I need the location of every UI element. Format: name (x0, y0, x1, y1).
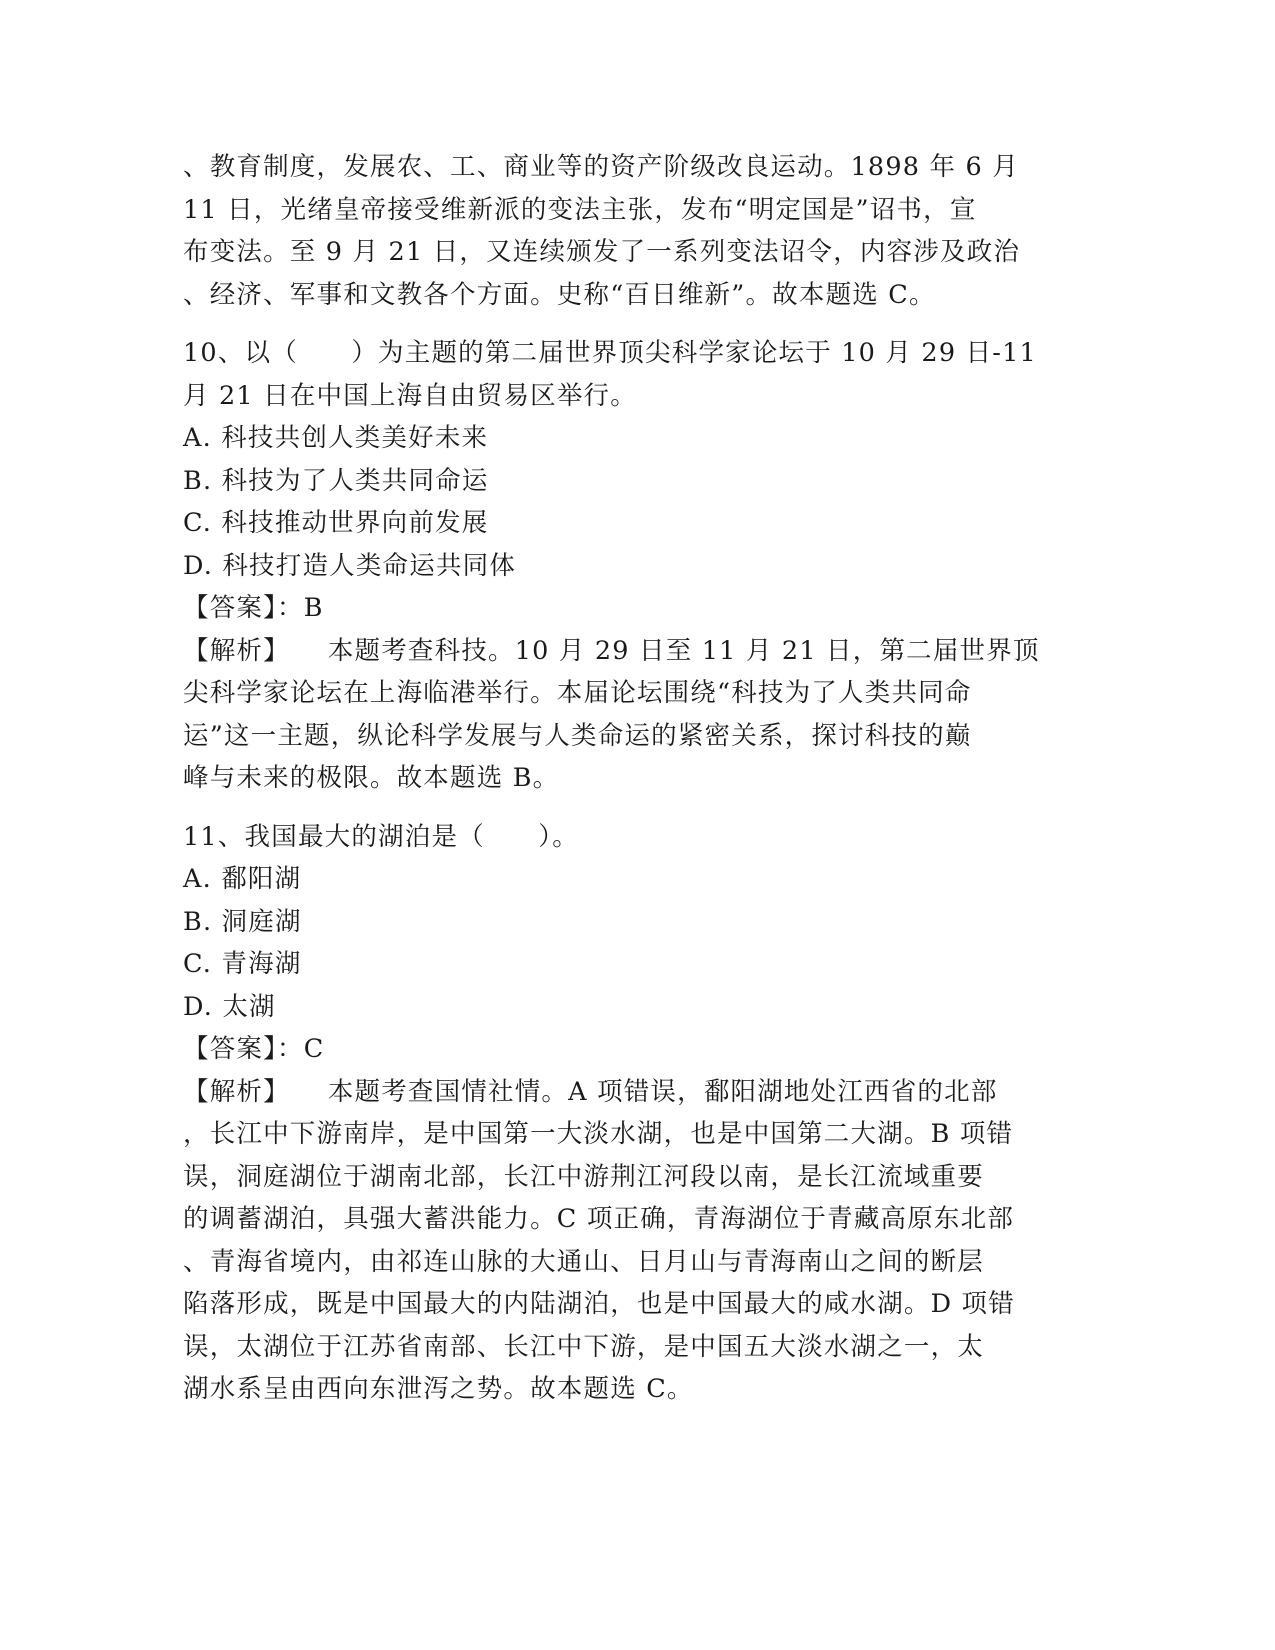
analysis-line: ，长江中下游南岸，是中国第一大淡水湖，也是中国第二大湖。B 项错 (183, 1119, 1014, 1149)
analysis-line (183, 630, 1063, 673)
option-b: B. 科技为了人类共同命运 (183, 465, 489, 496)
question-10 (183, 332, 1063, 800)
option-c: C. 青海湖 (183, 949, 302, 979)
analysis-text: 本题考查国情社情。A 项错误，鄱阳湖地处江西省的北部 (327, 1076, 998, 1107)
option-c: C. 科技推动世界向前发展 (183, 508, 489, 538)
section-gap (183, 800, 1063, 816)
question-11 (183, 816, 1063, 1411)
option-a: A. 科技共创人类美好未来 (183, 423, 489, 453)
analysis-label: 【解析】 (183, 635, 290, 666)
answer-label: 【答案】： (183, 1034, 304, 1064)
page-content (183, 146, 1063, 1411)
intro-line: 11 日，光绪皇帝接受维新派的变法主张，发布“明定国是”诏书，宣 (183, 194, 977, 225)
analysis-line (183, 1071, 1063, 1114)
question-stem: 月 21 日在中国上海自由贸易区举行。 (183, 380, 637, 411)
answer-label: 【答案】： (183, 593, 304, 623)
analysis-line: 峰与未来的极限。故本题选 B。 (183, 763, 560, 793)
analysis-line: 的调蓄湖泊，具强大蓄洪能力。C 项正确，青海湖位于青藏高原东北部 (183, 1204, 1015, 1234)
section-gap (183, 316, 1063, 332)
analysis-line: 尖科学家论坛在上海临港举行。本届论坛围绕“科技为了人类共同命 (183, 678, 972, 708)
answer-value: C (303, 1034, 325, 1064)
analysis-line: 误，太湖位于江苏省南部、长江中下游，是中国五大淡水湖之一，太 (183, 1331, 985, 1362)
answer-line (183, 1028, 1063, 1071)
analysis-line: 湖水系呈由西向东泄泻之势。故本题选 C。 (183, 1374, 694, 1404)
analysis-label: 【解析】 (183, 1076, 290, 1107)
intro-paragraph (183, 146, 1063, 316)
option-d: D. 科技打造人类命运共同体 (183, 550, 517, 581)
analysis-line: 误，洞庭湖位于湖南北部，长江中游荆江河段以南，是长江流域重要 (183, 1161, 985, 1192)
analysis-line: 、青海省境内，由祁连山脉的大通山、日月山与青海南山之间的断层 (183, 1246, 985, 1277)
analysis-line: 运”这一主题，纵论科学发展与人类命运的紧密关系，探讨科技的巅 (183, 720, 972, 751)
answer-line (183, 587, 1063, 630)
intro-line: 、教育制度，发展农、工、商业等的资产阶级改良运动。1898 年 6 月 (183, 152, 1019, 182)
option-b: B. 洞庭湖 (183, 906, 302, 937)
option-a: A. 鄱阳湖 (183, 864, 302, 894)
question-stem: 10、以（ ）为主题的第二届世界顶尖科学家论坛于 10 月 29 日-11 (183, 338, 1037, 368)
intro-line: 、经济、军事和文教各个方面。史称“百日维新”。故本题选 C。 (183, 279, 936, 310)
intro-line: 布变法。至 9 月 21 日，又连续颁发了一系列变法诏令，内容涉及政治 (183, 237, 1021, 267)
analysis-line: 陷落形成，既是中国最大的内陆湖泊，也是中国最大的咸水湖。D 项错 (183, 1289, 1015, 1319)
answer-value: B (303, 593, 324, 623)
question-stem: 11、我国最大的湖泊是（ ）。 (183, 821, 579, 852)
option-d: D. 太湖 (183, 991, 276, 1022)
analysis-text: 本题考查科技。10 月 29 日至 11 月 21 日，第二届世界顶 (327, 635, 1040, 666)
